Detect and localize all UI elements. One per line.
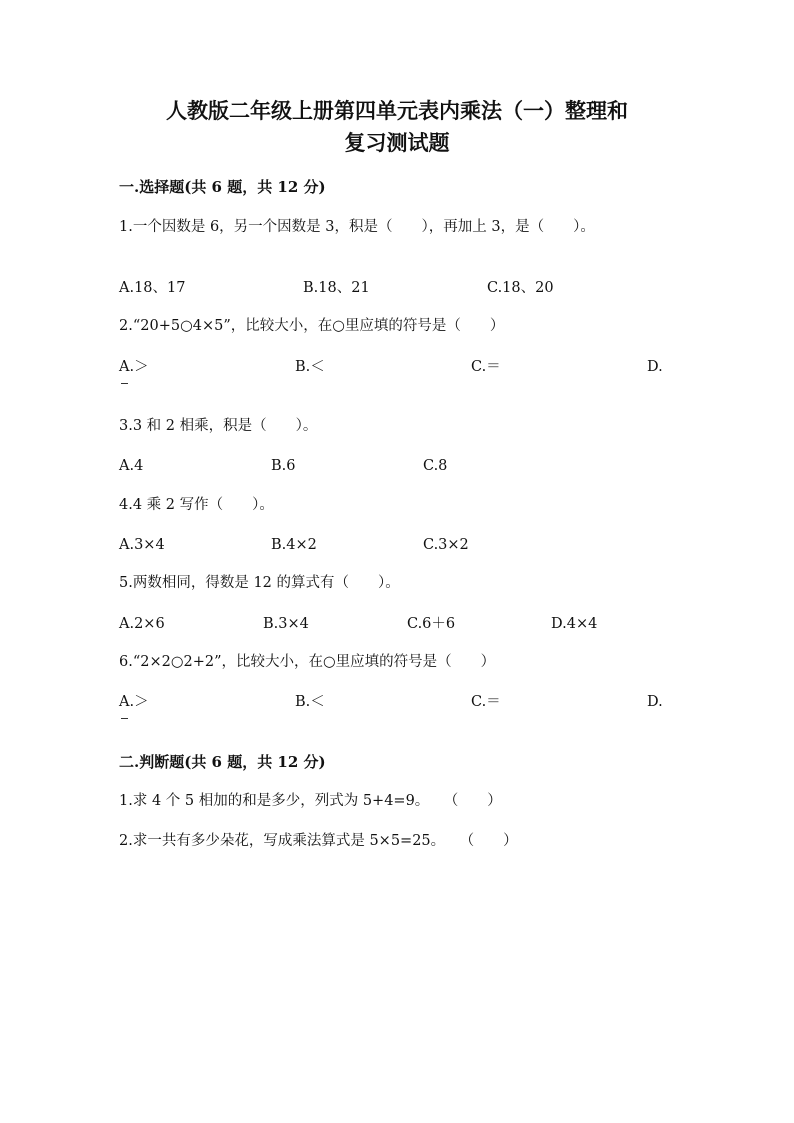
section-heading-judgment: 二.判断题(共 6 题，共 12 分) xyxy=(119,753,326,771)
wrapped-option-dash xyxy=(121,718,128,719)
question-2-text: 2.“20+5○4×5”，比较大小，在○里应填的符号是（ ） xyxy=(119,318,505,334)
question-2-option-c: C.＝ xyxy=(471,359,501,375)
section-heading-choice: 一.选择题(共 6 题，共 12 分) xyxy=(119,178,326,196)
question-1-option-b: B.18、21 xyxy=(303,280,370,296)
question-4-option-c: C.3×2 xyxy=(423,537,469,553)
question-1-option-a: A.18、17 xyxy=(119,280,186,296)
question-6-text: 6.“2×2○2+2”，比较大小，在○里应填的符号是（ ） xyxy=(119,654,496,670)
document-title-line-1: 人教版二年级上册第四单元表内乘法（一）整理和 xyxy=(166,98,628,123)
question-4-text: 4.4 乘 2 写作（ ）。 xyxy=(119,497,274,513)
wrapped-option-dash xyxy=(121,383,128,384)
judgment-item-2: 2.求一共有多少朵花，写成乘法算式是 5×5=25。 （ ） xyxy=(119,833,518,849)
document-title-line-2: 复习测试题 xyxy=(344,130,450,155)
question-2-option-b: B.＜ xyxy=(295,359,325,375)
question-5-option-c: C.6＋6 xyxy=(407,616,456,632)
question-5-option-d: D.4×4 xyxy=(551,616,598,632)
question-4-option-b: B.4×2 xyxy=(271,537,317,553)
question-1-option-c: C.18、20 xyxy=(487,280,554,296)
question-6-option-b: B.＜ xyxy=(295,694,325,710)
question-3-option-b: B.6 xyxy=(271,458,296,474)
question-3-option-c: C.8 xyxy=(423,458,448,474)
question-2-option-a: A.＞ xyxy=(119,359,149,375)
question-5-option-b: B.3×4 xyxy=(263,616,309,632)
question-5-text: 5.两数相同，得数是 12 的算式有（ ）。 xyxy=(119,575,400,591)
question-1-text: 1.一个因数是 6，另一个因数是 3，积是（ ），再加上 3，是（ ）。 xyxy=(119,219,595,235)
question-6-option-c: C.＝ xyxy=(471,694,501,710)
question-6-option-d: D. xyxy=(647,694,663,710)
question-3-option-a: A.4 xyxy=(119,458,144,474)
question-3-text: 3.3 和 2 相乘，积是（ ）。 xyxy=(119,418,318,434)
question-2-option-d: D. xyxy=(647,359,663,375)
question-5-option-a: A.2×6 xyxy=(119,616,165,632)
question-4-option-a: A.3×4 xyxy=(119,537,165,553)
judgment-item-1: 1.求 4 个 5 相加的和是多少，列式为 5+4=9。 （ ） xyxy=(119,793,502,809)
question-6-option-a: A.＞ xyxy=(119,694,149,710)
